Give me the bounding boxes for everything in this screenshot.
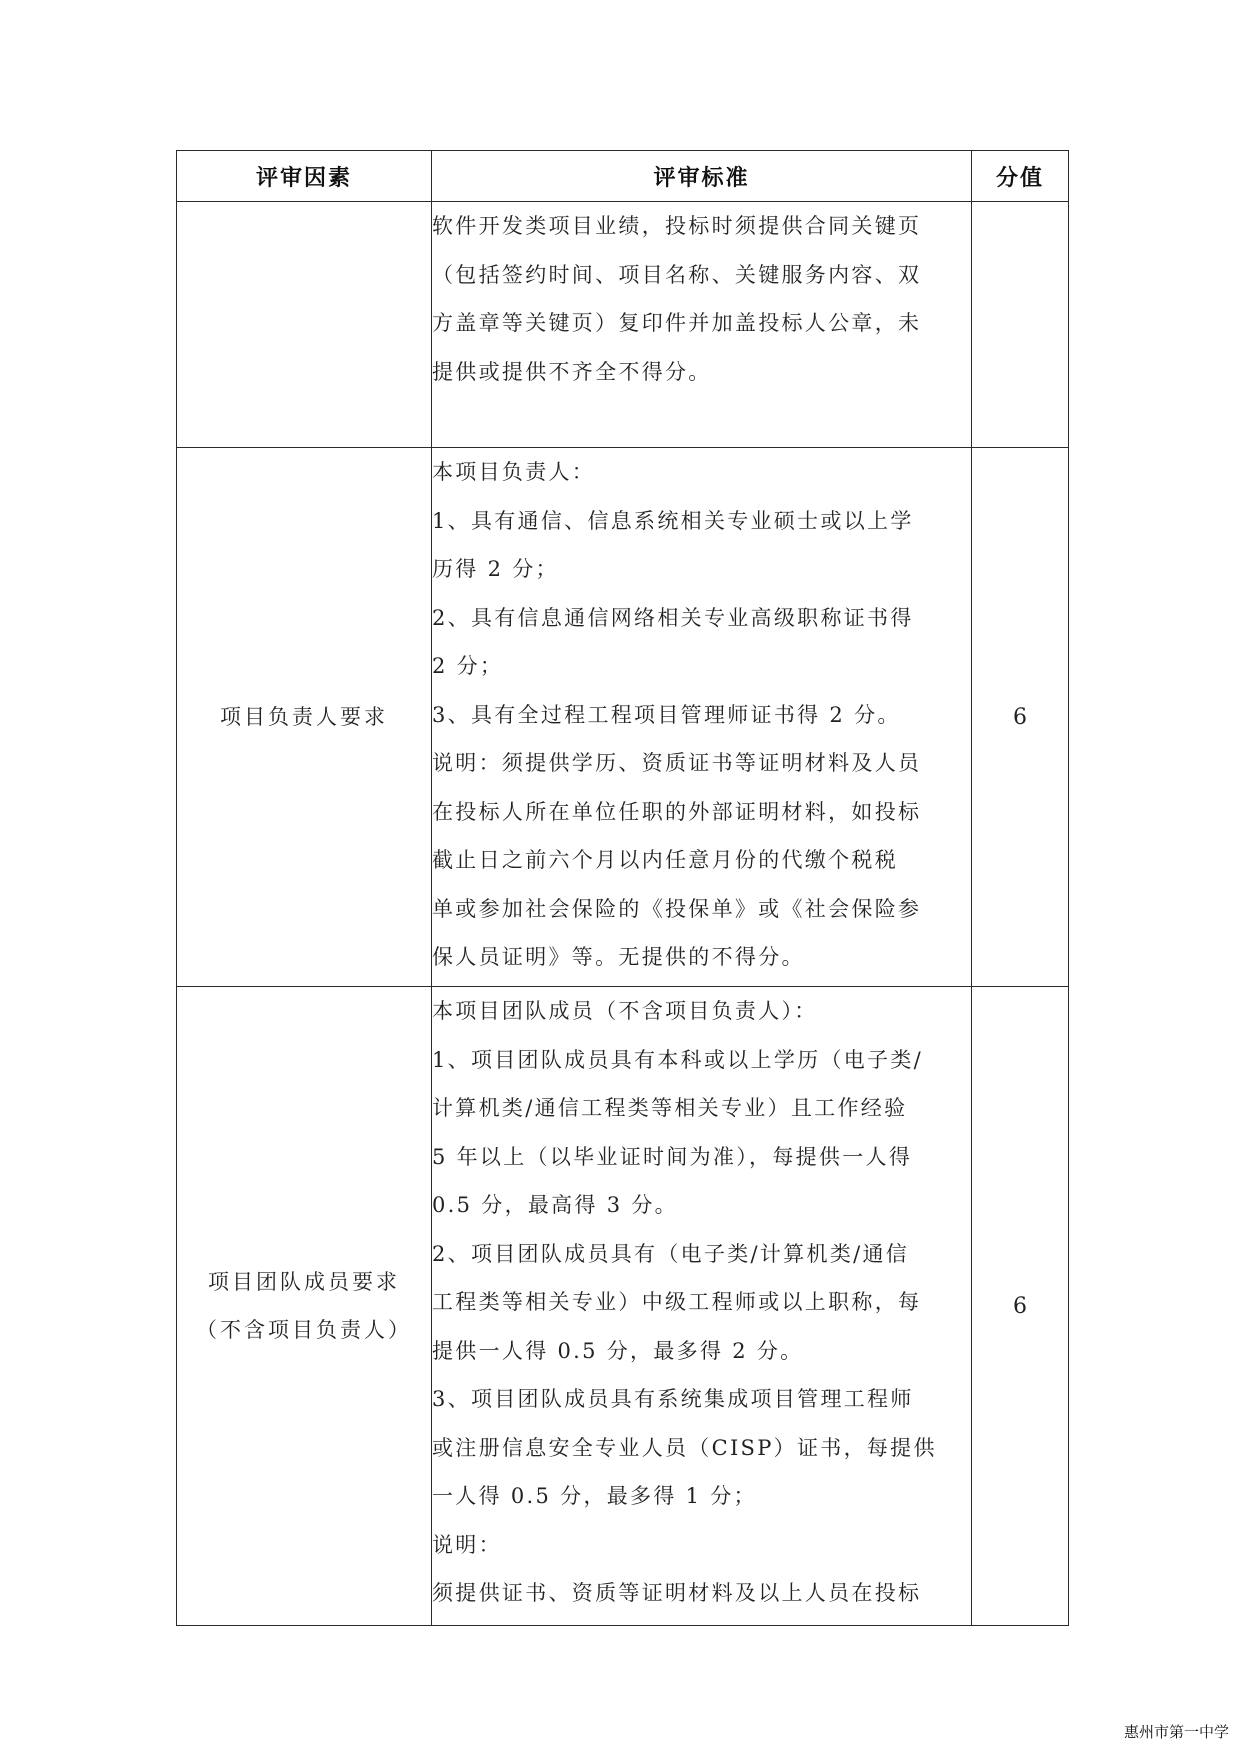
score-cell — [972, 202, 1069, 448]
score-cell: 6 — [972, 987, 1069, 1626]
standard-line: 软件开发类项目业绩，投标时须提供合同关键页 — [432, 214, 922, 238]
score-cell: 6 — [972, 448, 1069, 987]
standard-line: 本项目团队成员（不含项目负责人）： — [432, 999, 818, 1023]
standard-line: 工程类等相关专业）中级工程师或以上职称，每 — [432, 1290, 922, 1314]
standard-cell — [432, 987, 972, 1626]
standard-line: 2、具有信息通信网络相关专业高级职称证书得 — [432, 605, 914, 630]
standard-line: 提供一人得 0.5 分，最多得 2 分。 — [432, 1338, 804, 1363]
factor-cell — [177, 987, 432, 1626]
standard-line: 2、项目团队成员具有（电子类/计算机类/通信 — [432, 1241, 910, 1266]
factor-label-note: （不含项目负责人） — [196, 1318, 412, 1342]
standard-line: 1、项目团队成员具有本科或以上学历（电子类/ — [432, 1047, 924, 1072]
standard-line: 保人员证明》等。无提供的不得分。 — [432, 945, 805, 969]
factor-label: 项目团队成员要求 — [208, 1269, 400, 1294]
factor-label: 项目负责人要求 — [220, 704, 388, 729]
standard-line: 说明： — [432, 1532, 502, 1557]
standard-line: 说明：须提供学历、资质证书等证明材料及人员 — [432, 751, 922, 775]
header-factor: 评审因素 — [177, 151, 432, 202]
factor-cell — [177, 448, 432, 987]
standard-line: 2 分； — [432, 654, 504, 678]
standard-cell — [432, 448, 972, 987]
factor-cell — [177, 202, 432, 448]
header-score: 分值 — [972, 151, 1069, 202]
standard-line: 在投标人所在单位任职的外部证明材料，如投标 — [432, 799, 922, 824]
standard-line: 或注册信息安全专业人员（CISP）证书，每提供 — [432, 1435, 937, 1460]
standard-line: 方盖章等关键页）复印件并加盖投标人公章，未 — [432, 311, 922, 335]
standard-line: 计算机类/通信工程类等相关专业）且工作经验 — [432, 1096, 908, 1120]
standard-line: 0.5 分，最高得 3 分。 — [432, 1193, 678, 1217]
table-header-row — [177, 151, 1069, 202]
standard-line: 历得 2 分； — [432, 557, 559, 581]
standard-line: 3、项目团队成员具有系统集成项目管理工程师 — [432, 1387, 914, 1411]
table-row-team-members — [177, 987, 1069, 1626]
evaluation-criteria-table — [176, 150, 1069, 1626]
standard-line: 本项目负责人： — [432, 460, 596, 484]
standard-line: 1、具有通信、信息系统相关专业硕士或以上学 — [432, 508, 914, 533]
table-row-performance-continued — [177, 202, 1069, 448]
standard-line: 3、具有全过程工程项目管理师证书得 2 分。 — [432, 702, 901, 727]
table-row-project-leader — [177, 448, 1069, 987]
standard-line: 须提供证书、资质等证明材料及以上人员在投标 — [432, 1581, 922, 1605]
standard-line: （包括签约时间、项目名称、关键服务内容、双 — [432, 262, 922, 287]
standard-line: 提供或提供不齐全不得分。 — [432, 359, 712, 384]
standard-line: 截止日之前六个月以内任意月份的代缴个税税 — [432, 848, 898, 872]
header-standard: 评审标准 — [432, 151, 972, 202]
standard-line: 一人得 0.5 分，最多得 1 分； — [432, 1484, 757, 1508]
standard-line: 单或参加社会保险的《投保单》或《社会保险参 — [432, 896, 922, 921]
footer-watermark: 惠州市第一中学 — [1123, 1723, 1229, 1741]
standard-line: 5 年以上（以毕业证时间为准），每提供一人得 — [432, 1144, 913, 1169]
standard-cell — [432, 202, 972, 448]
